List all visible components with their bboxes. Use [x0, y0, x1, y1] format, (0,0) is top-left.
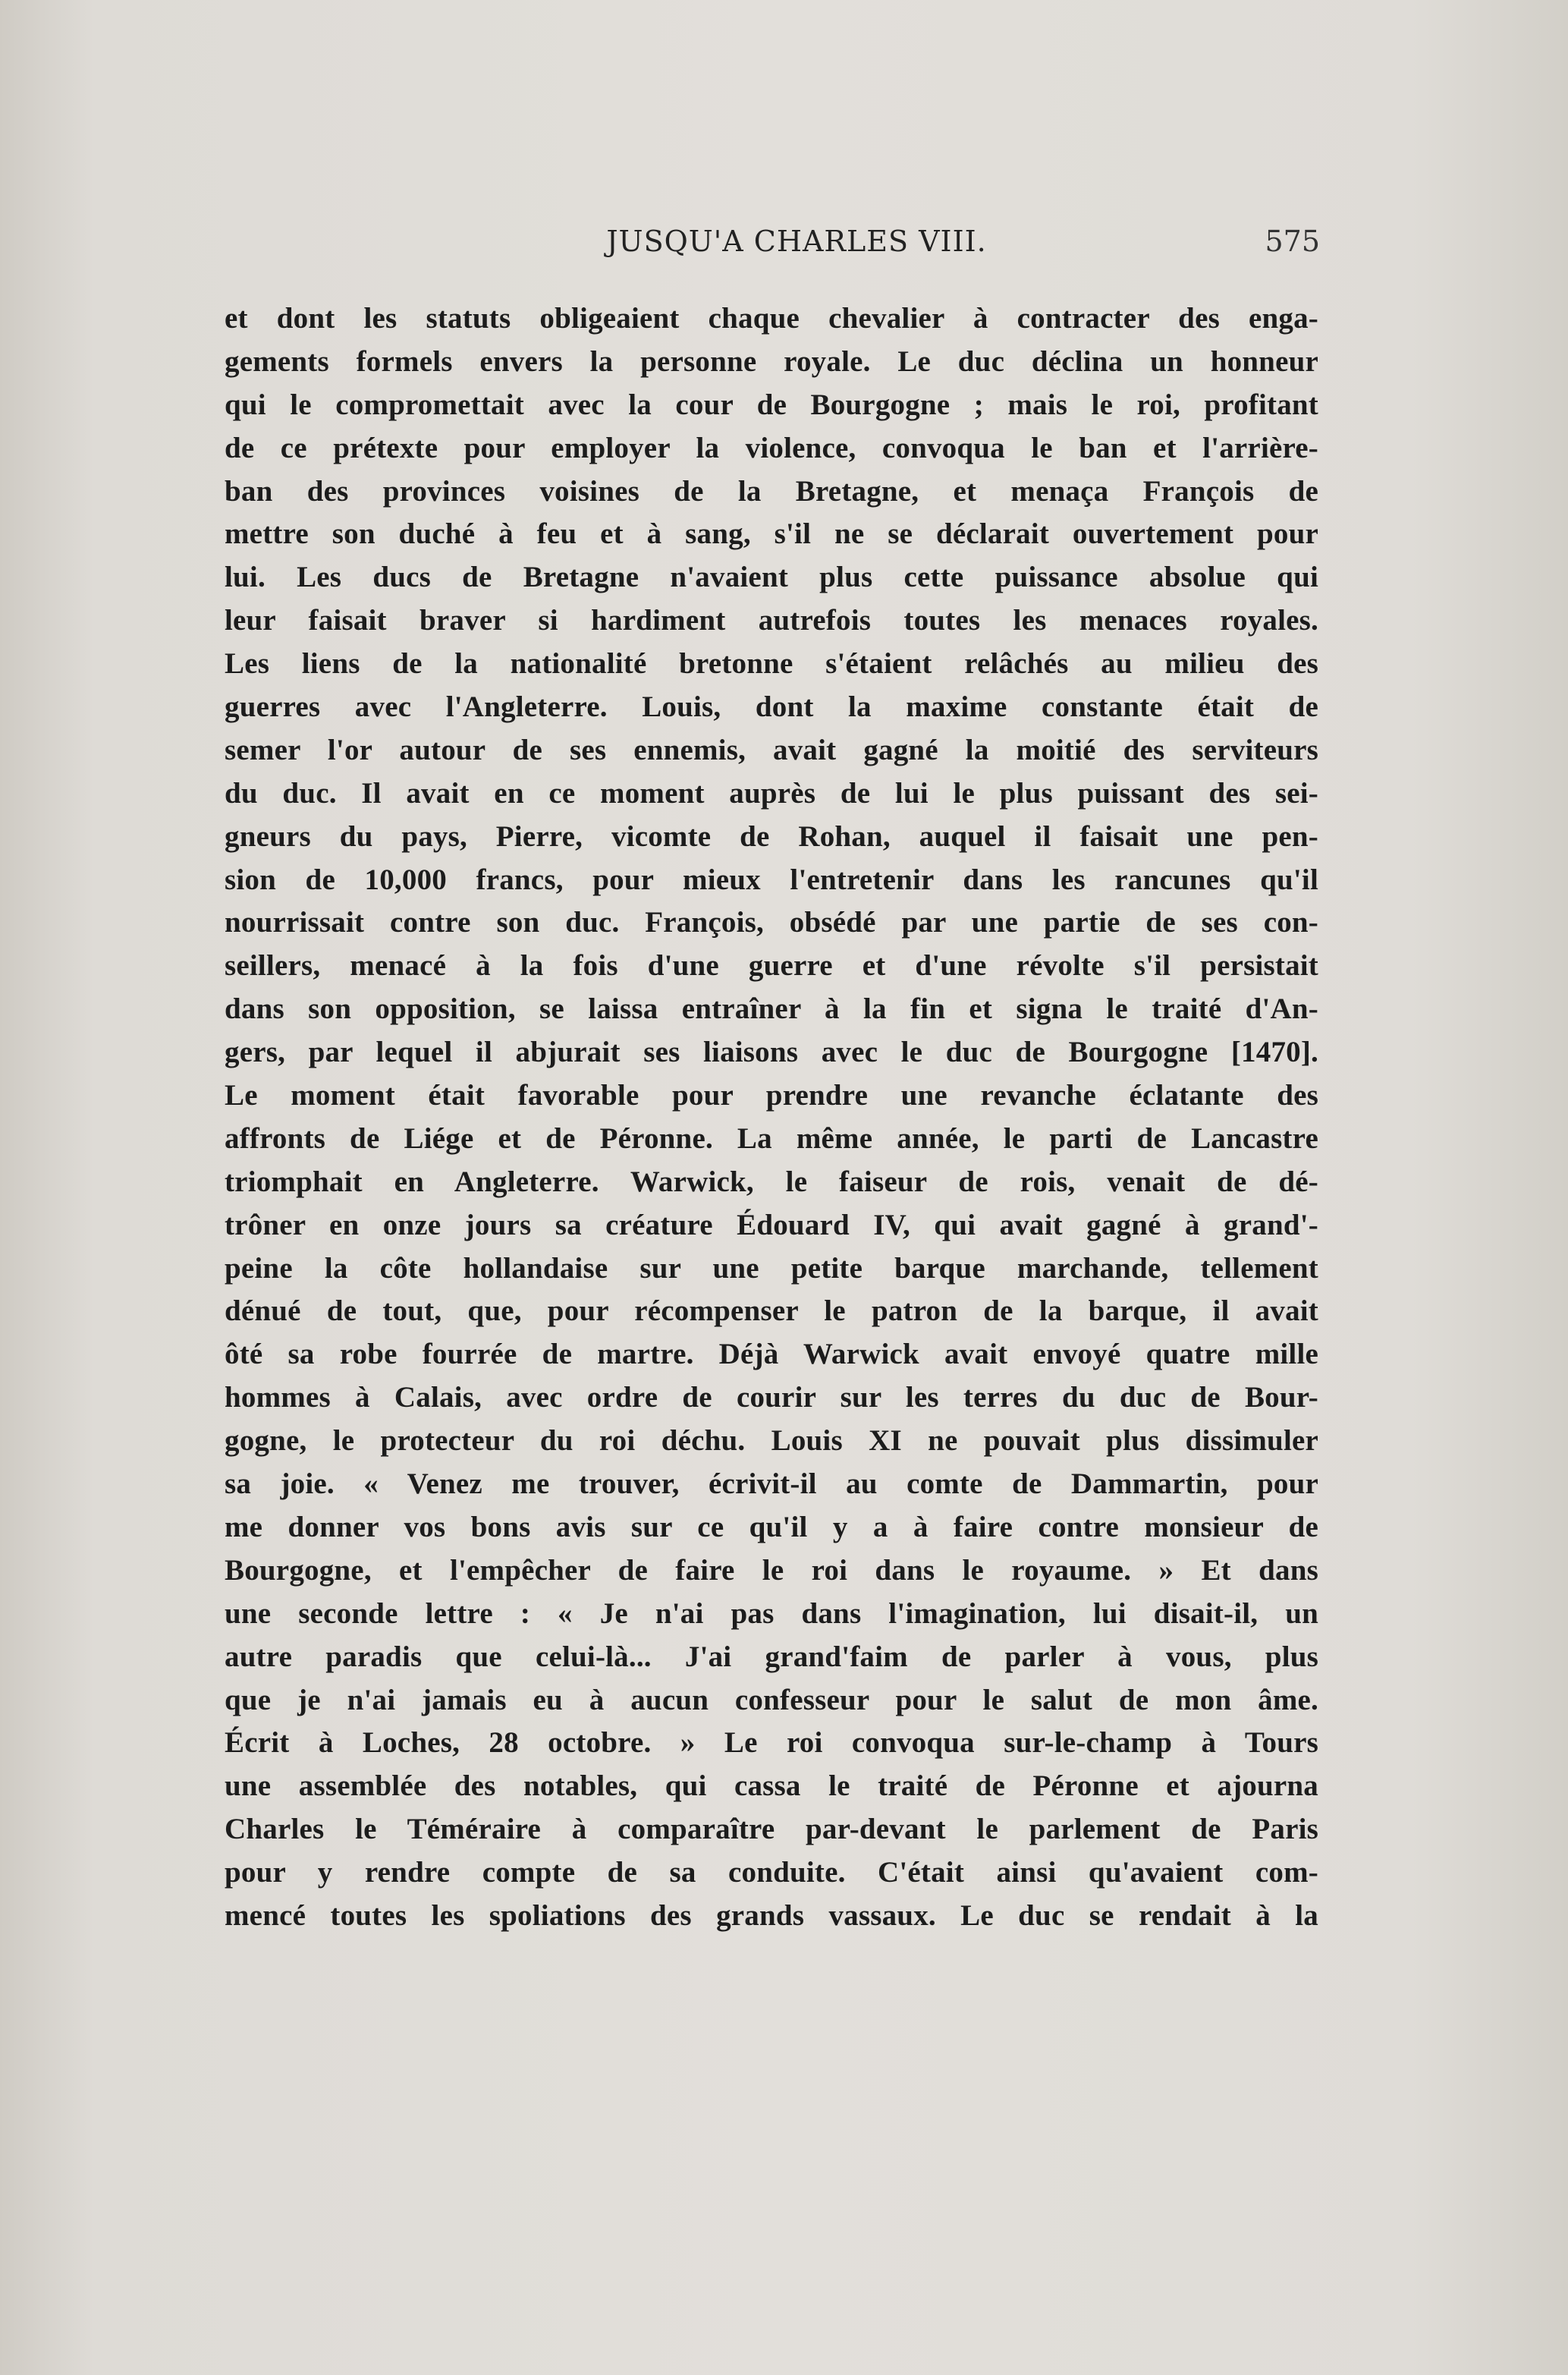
text-line: seillers, menacé à la fois d'une guerre et d'une révolte s'il persistait — [225, 949, 1318, 983]
page-number: 575 — [1265, 225, 1320, 258]
text-line: sion de 10,000 francs, pour mieux l'entretenir dans les rancunes qu'il — [225, 863, 1318, 896]
text-line: et dont les statuts obligeaient chaque chevalier à contracter des enga- — [225, 302, 1318, 335]
text-line: dans son opposition, se laissa entraîner à la fin et signa le traité d'An- — [225, 992, 1318, 1026]
text-line: autre paradis que celui-là... J'ai grand'faim de parler à vous, plus — [225, 1640, 1318, 1673]
text-line: pour y rendre compte de sa conduite. C'était ainsi qu'avaient com- — [225, 1856, 1318, 1889]
text-line: gements formels envers la personne royale. Le duc déclina un honneur — [225, 344, 1318, 378]
text-line: du duc. Il avait en ce moment auprès de lui le plus puissant des sei- — [225, 776, 1318, 810]
text-line: trôner en onze jours sa créature Édouard IV, qui avait gagné à grand'- — [225, 1208, 1318, 1241]
text-line: affronts de Liége et de Péronne. La même année, le parti de Lancastre — [225, 1121, 1318, 1155]
text-line: me donner vos bons avis sur ce qu'il y a à faire contre monsieur de — [225, 1510, 1318, 1543]
text-line: qui le compromettait avec la cour de Bourgogne ; mais le roi, profitant — [225, 388, 1318, 421]
text-line: Les liens de la nationalité bretonne s'étaient relâchés au milieu des — [225, 647, 1318, 681]
running-title: JUSQU'A CHARLES VIII. — [606, 225, 987, 258]
text-line: Le moment était favorable pour prendre une revanche éclatante des — [225, 1079, 1318, 1112]
text-line: peine la côte hollandaise sur une petite barque marchande, tellement — [225, 1251, 1318, 1285]
text-line: triomphait en Angleterre. Warwick, le faiseur de rois, venait de dé- — [225, 1165, 1318, 1198]
text-line: ôté sa robe fourrée de martre. Déjà Warwick avait envoyé quatre mille — [225, 1338, 1318, 1371]
text-line: sa joie. « Venez me trouver, écrivit-il au comte de Dammartin, pour — [225, 1467, 1318, 1501]
text-line: que je n'ai jamais eu à aucun confesseur pour le salut de mon âme. — [225, 1683, 1318, 1716]
text-line: une seconde lettre : « Je n'ai pas dans l'imagination, lui disait-il, un — [225, 1596, 1318, 1630]
text-line: guerres avec l'Angleterre. Louis, dont la maxime constante était de — [225, 690, 1318, 724]
text-line: lui. Les ducs de Bretagne n'avaient plus cette puissance absolue qui — [225, 561, 1318, 594]
body-text — [225, 297, 1318, 1938]
text-line: nourrissait contre son duc. François, obsédé par une partie de ses con- — [225, 906, 1318, 939]
text-line: gneurs du pays, Pierre, vicomte de Rohan, auquel il faisait une pen- — [225, 819, 1318, 853]
text-line: Bourgogne, et l'empêcher de faire le roi dans le royaume. » Et dans — [225, 1553, 1318, 1587]
text-line: gers, par lequel il abjurait ses liaisons avec le duc de Bourgogne [1470]. — [225, 1036, 1318, 1069]
text-line: mettre son duché à feu et à sang, s'il ne se déclarait ouvertement pour — [225, 517, 1318, 551]
text-line: gogne, le protecteur du roi déchu. Louis XI ne pouvait plus dissimuler — [225, 1424, 1318, 1458]
text-line: une assemblée des notables, qui cassa le traité de Péronne et ajourna — [225, 1769, 1318, 1803]
text-line: Écrit à Loches, 28 octobre. » Le roi convoqua sur-le-champ à Tours — [225, 1726, 1318, 1760]
text-line: dénué de tout, que, pour récompenser le patron de la barque, il avait — [225, 1294, 1318, 1328]
text-line: leur faisait braver si hardiment autrefois toutes les menaces royales. — [225, 604, 1318, 637]
running-head — [228, 225, 1320, 270]
text-line: mencé toutes les spoliations des grands vassaux. Le duc se rendait à la — [225, 1898, 1318, 1932]
text-line: de ce prétexte pour employer la violence, convoqua le ban et l'arrière- — [225, 431, 1318, 464]
text-line: semer l'or autour de ses ennemis, avait gagné la moitié des serviteurs — [225, 733, 1318, 766]
text-line: ban des provinces voisines de la Bretagne, et menaça François de — [225, 474, 1318, 508]
text-line: hommes à Calais, avec ordre de courir sur les terres du duc de Bour- — [225, 1381, 1318, 1414]
text-line: Charles le Téméraire à comparaître par-devant le parlement de Paris — [225, 1813, 1318, 1846]
